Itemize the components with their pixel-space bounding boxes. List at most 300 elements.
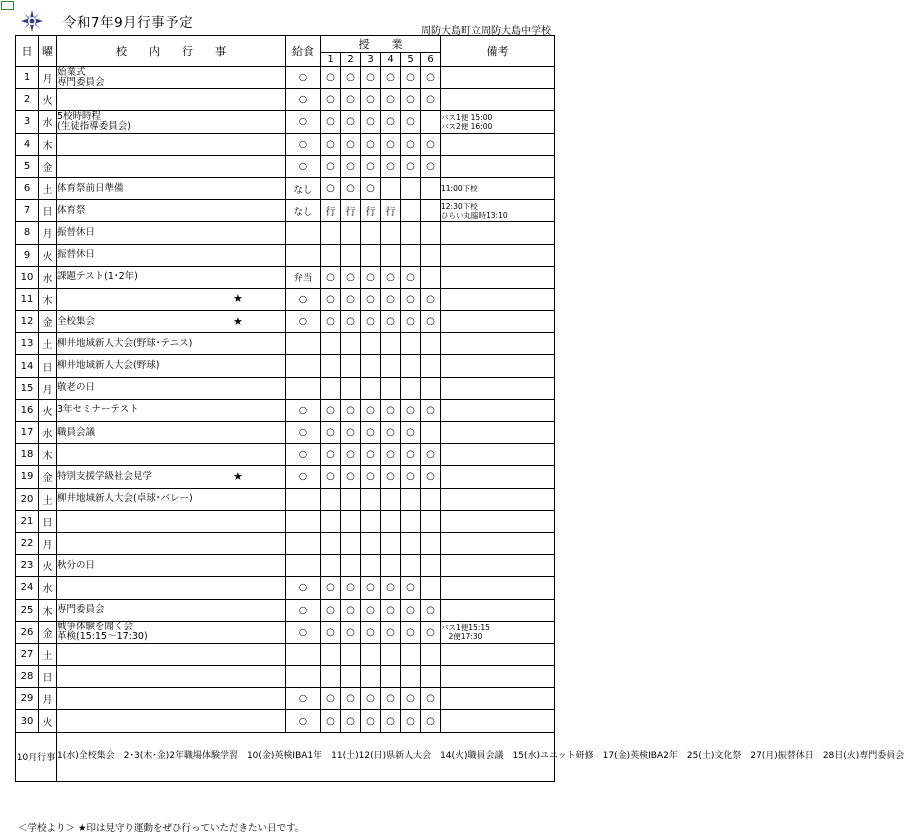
- weekday-cell: 火: [39, 710, 57, 732]
- schedule-row: [16, 666, 555, 688]
- period-cell: ○: [381, 688, 401, 710]
- period-cell: [341, 377, 361, 399]
- period-cell: ○: [381, 288, 401, 310]
- weekday-cell: 土: [39, 488, 57, 510]
- period-cell: ○: [361, 710, 381, 732]
- date-cell: 27: [16, 643, 39, 665]
- period-cell: [421, 177, 441, 199]
- event-text: 秋分の日: [57, 559, 96, 571]
- date-cell: 29: [16, 688, 39, 710]
- period-cell: [421, 333, 441, 355]
- note-cell: [441, 111, 555, 133]
- period-cell: [401, 222, 421, 244]
- date-cell: 26: [16, 621, 39, 643]
- lunch-cell: ○: [286, 133, 321, 155]
- lunch-cell: ○: [286, 621, 321, 643]
- footer-note: ＜学校より＞ ★印は見守り運動をぜひ行っていただきたい日です。: [18, 823, 305, 834]
- weekday-cell: 火: [39, 244, 57, 266]
- period-cell: [401, 488, 421, 510]
- period-cell: ○: [341, 399, 361, 421]
- period-cell: ○: [381, 399, 401, 421]
- event-text: 柳井地域新人大会(野球･テニス): [57, 337, 193, 349]
- period-cell: ○: [401, 710, 421, 732]
- period-cell: ○: [361, 399, 381, 421]
- period-cell: [381, 643, 401, 665]
- weekday-cell: 水: [39, 422, 57, 444]
- date-cell: 25: [16, 599, 39, 621]
- period-cell: ○: [361, 311, 381, 333]
- period-cell: [421, 532, 441, 554]
- period-cell: [381, 222, 401, 244]
- lunch-cell: [286, 555, 321, 577]
- lunch-cell: [286, 643, 321, 665]
- period-cell: ○: [321, 399, 341, 421]
- schedule-row: [16, 621, 555, 643]
- weekday-cell: 火: [39, 555, 57, 577]
- lunch-cell: ○: [286, 111, 321, 133]
- weekday-cell: 木: [39, 133, 57, 155]
- event-cell: [57, 200, 286, 222]
- lunch-cell: [286, 244, 321, 266]
- event-cell: [57, 222, 286, 244]
- note-text: 2便17:30: [441, 632, 483, 642]
- header-event: 校 内 行 事: [57, 36, 286, 67]
- lunch-cell: [286, 510, 321, 532]
- period-cell: [321, 488, 341, 510]
- event-cell: [57, 577, 286, 599]
- star-icon: ★: [233, 292, 243, 306]
- period-cell: [321, 532, 341, 554]
- school-emblem-icon: [21, 10, 43, 32]
- period-cell: ○: [321, 133, 341, 155]
- date-cell: 9: [16, 244, 39, 266]
- schedule-row: [16, 599, 555, 621]
- event-cell: [57, 67, 286, 89]
- date-cell: 6: [16, 177, 39, 199]
- lunch-cell: ○: [286, 155, 321, 177]
- event-text: 敬老の日: [57, 382, 96, 394]
- period-cell: ○: [421, 444, 441, 466]
- period-cell: [341, 244, 361, 266]
- period-cell: ○: [321, 710, 341, 732]
- note-cell: [441, 466, 555, 488]
- october-events: 1(水)全校集会 2･3(木･金)2年職場体験学習 10(金)英検IBA1年 11(土)12(日)県新人大会 14(火)職員会議 15(水)ユニット研修 17(金)英検IBA2年 25(土)文化祭 27(月)振替休日 28日(火)専門委員会: [57, 732, 555, 781]
- date-cell: 4: [16, 133, 39, 155]
- event-cell: [57, 111, 286, 133]
- header-day: 曜: [39, 36, 57, 67]
- event-text: (生徒指導委員会): [57, 120, 131, 132]
- weekday-cell: 日: [39, 355, 57, 377]
- period-cell: ○: [341, 288, 361, 310]
- event-text: 課題テスト(1･2年): [57, 271, 138, 283]
- schedule-row: [16, 200, 555, 222]
- event-text: 専門委員会: [57, 76, 105, 88]
- period-cell: ○: [381, 599, 401, 621]
- event-cell: [57, 621, 286, 643]
- weekday-cell: 木: [39, 444, 57, 466]
- period-cell: ○: [341, 577, 361, 599]
- period-cell: [341, 666, 361, 688]
- note-cell: [441, 621, 555, 643]
- lunch-cell: [286, 222, 321, 244]
- period-cell: ○: [401, 399, 421, 421]
- weekday-cell: 月: [39, 222, 57, 244]
- period-cell: ○: [361, 89, 381, 111]
- period-cell: [361, 643, 381, 665]
- schedule-row: [16, 422, 555, 444]
- period-cell: ○: [361, 577, 381, 599]
- period-cell: ○: [381, 67, 401, 89]
- header-period: 4: [381, 53, 401, 67]
- note-cell: [441, 710, 555, 732]
- event-text: 特別支援学級社会見学: [57, 470, 153, 482]
- period-cell: ○: [341, 422, 361, 444]
- period-cell: ○: [321, 466, 341, 488]
- period-cell: ○: [321, 266, 341, 288]
- period-cell: ○: [381, 444, 401, 466]
- note-cell: [441, 666, 555, 688]
- period-cell: [381, 488, 401, 510]
- period-cell: ○: [341, 688, 361, 710]
- period-cell: ○: [361, 133, 381, 155]
- schedule-row: [16, 355, 555, 377]
- weekday-cell: 水: [39, 266, 57, 288]
- event-cell: [57, 666, 286, 688]
- event-cell: [57, 177, 286, 199]
- event-text: 柳井地域新人大会(卓球･バレー): [57, 493, 193, 505]
- period-cell: ○: [401, 133, 421, 155]
- schedule-table: [15, 35, 904, 782]
- date-cell: 2: [16, 89, 39, 111]
- event-cell: [57, 89, 286, 111]
- schedule-row: [16, 67, 555, 89]
- period-cell: ○: [381, 155, 401, 177]
- event-text: 体育祭前日準備: [57, 182, 124, 194]
- period-cell: [381, 333, 401, 355]
- date-cell: 16: [16, 399, 39, 421]
- lunch-cell: [286, 488, 321, 510]
- lunch-cell: ○: [286, 466, 321, 488]
- period-cell: [421, 111, 441, 133]
- period-cell: ○: [361, 288, 381, 310]
- period-cell: ○: [321, 155, 341, 177]
- weekday-cell: 火: [39, 89, 57, 111]
- period-cell: [381, 244, 401, 266]
- date-cell: 15: [16, 377, 39, 399]
- header-period: 2: [341, 53, 361, 67]
- period-cell: [341, 333, 361, 355]
- period-cell: [421, 488, 441, 510]
- period-cell: ○: [381, 89, 401, 111]
- period-cell: [361, 333, 381, 355]
- period-cell: ○: [401, 311, 421, 333]
- date-cell: 22: [16, 532, 39, 554]
- weekday-cell: 金: [39, 466, 57, 488]
- note-text: 12:30下校: [441, 201, 478, 211]
- period-cell: [321, 377, 341, 399]
- weekday-cell: 月: [39, 67, 57, 89]
- period-cell: ○: [421, 466, 441, 488]
- period-cell: ○: [341, 67, 361, 89]
- weekday-cell: 木: [39, 599, 57, 621]
- schedule-row: [16, 111, 555, 133]
- note-cell: [441, 399, 555, 421]
- period-cell: ○: [381, 311, 401, 333]
- period-cell: ○: [421, 89, 441, 111]
- lunch-cell: ○: [286, 577, 321, 599]
- weekday-cell: 日: [39, 666, 57, 688]
- period-cell: [321, 244, 341, 266]
- period-cell: ○: [381, 266, 401, 288]
- schedule-row: [16, 311, 555, 333]
- period-cell: ○: [321, 422, 341, 444]
- lunch-cell: ○: [286, 67, 321, 89]
- period-cell: ○: [421, 288, 441, 310]
- event-cell: [57, 333, 286, 355]
- event-text: 5校時時程: [57, 110, 102, 122]
- date-cell: 17: [16, 422, 39, 444]
- period-cell: [421, 510, 441, 532]
- period-cell: [321, 666, 341, 688]
- period-cell: ○: [361, 177, 381, 199]
- period-cell: [381, 177, 401, 199]
- weekday-cell: 金: [39, 311, 57, 333]
- period-cell: [381, 377, 401, 399]
- date-cell: 8: [16, 222, 39, 244]
- period-cell: ○: [341, 599, 361, 621]
- period-cell: ○: [361, 599, 381, 621]
- lunch-cell: なし: [286, 200, 321, 222]
- note-cell: [441, 377, 555, 399]
- date-cell: 19: [16, 466, 39, 488]
- period-cell: ○: [401, 89, 421, 111]
- event-cell: [57, 599, 286, 621]
- period-cell: ○: [401, 155, 421, 177]
- date-cell: 28: [16, 666, 39, 688]
- event-text: 体育祭: [57, 204, 86, 216]
- period-cell: ○: [321, 621, 341, 643]
- period-cell: [341, 532, 361, 554]
- period-cell: [381, 510, 401, 532]
- period-cell: [421, 666, 441, 688]
- period-cell: ○: [341, 710, 361, 732]
- event-cell: [57, 288, 286, 310]
- october-label: 10月行事: [16, 732, 57, 781]
- note-cell: [441, 555, 555, 577]
- note-text: バス1便 15:00: [441, 112, 493, 122]
- period-cell: [361, 532, 381, 554]
- lunch-cell: ○: [286, 444, 321, 466]
- period-cell: ○: [341, 89, 361, 111]
- lunch-cell: ○: [286, 688, 321, 710]
- date-cell: 18: [16, 444, 39, 466]
- date-cell: 7: [16, 200, 39, 222]
- period-cell: 行: [361, 200, 381, 222]
- schedule-row: [16, 177, 555, 199]
- period-cell: ○: [401, 422, 421, 444]
- period-cell: [321, 643, 341, 665]
- schedule-row: [16, 577, 555, 599]
- event-text: 職員会議: [57, 426, 96, 438]
- period-cell: ○: [421, 599, 441, 621]
- schedule-row: [16, 399, 555, 421]
- star-icon: ★: [233, 469, 243, 483]
- period-cell: [361, 222, 381, 244]
- header-date: 日: [16, 36, 39, 67]
- schedule-row: [16, 688, 555, 710]
- period-cell: ○: [341, 311, 361, 333]
- header-notes: 備考: [441, 36, 555, 67]
- note-cell: [441, 67, 555, 89]
- period-cell: ○: [341, 177, 361, 199]
- schedule-body: [16, 67, 555, 733]
- event-text: 始業式: [57, 66, 86, 78]
- period-cell: [401, 643, 421, 665]
- period-cell: [421, 643, 441, 665]
- note-text: バス2便 16:00: [441, 121, 493, 131]
- period-cell: ○: [401, 67, 421, 89]
- period-cell: ○: [401, 266, 421, 288]
- period-cell: ○: [401, 577, 421, 599]
- event-cell: [57, 355, 286, 377]
- period-cell: ○: [341, 621, 361, 643]
- event-cell: [57, 266, 286, 288]
- lunch-cell: ○: [286, 710, 321, 732]
- note-cell: [441, 444, 555, 466]
- period-cell: [401, 532, 421, 554]
- period-cell: ○: [341, 111, 361, 133]
- event-cell: [57, 643, 286, 665]
- note-cell: [441, 333, 555, 355]
- period-cell: ○: [401, 599, 421, 621]
- header-classes: 授 業: [321, 36, 441, 53]
- event-cell: [57, 488, 286, 510]
- event-cell: [57, 510, 286, 532]
- schedule-row: [16, 288, 555, 310]
- event-cell: [57, 532, 286, 554]
- period-cell: ○: [421, 621, 441, 643]
- period-cell: ○: [401, 688, 421, 710]
- period-cell: [321, 510, 341, 532]
- lunch-cell: ○: [286, 288, 321, 310]
- period-cell: ○: [421, 155, 441, 177]
- note-cell: [441, 244, 555, 266]
- schedule-row: [16, 555, 555, 577]
- event-cell: [57, 555, 286, 577]
- period-cell: ○: [361, 155, 381, 177]
- date-cell: 23: [16, 555, 39, 577]
- period-cell: [381, 532, 401, 554]
- period-cell: ○: [321, 111, 341, 133]
- weekday-cell: 土: [39, 643, 57, 665]
- period-cell: [341, 222, 361, 244]
- schedule-row: [16, 155, 555, 177]
- schedule-row: [16, 466, 555, 488]
- note-cell: [441, 311, 555, 333]
- period-cell: [341, 555, 361, 577]
- event-text: 戦争体験を聞く会: [57, 621, 134, 633]
- period-cell: [401, 510, 421, 532]
- lunch-cell: ○: [286, 422, 321, 444]
- period-cell: [401, 377, 421, 399]
- schedule-row: [16, 488, 555, 510]
- weekday-cell: 土: [39, 177, 57, 199]
- date-cell: 30: [16, 710, 39, 732]
- period-cell: ○: [321, 599, 341, 621]
- period-cell: ○: [381, 133, 401, 155]
- period-cell: ○: [361, 621, 381, 643]
- period-cell: [341, 488, 361, 510]
- period-cell: ○: [321, 177, 341, 199]
- event-text: 革検(15:15～17:30): [57, 631, 148, 643]
- schedule-row: [16, 532, 555, 554]
- period-cell: [421, 377, 441, 399]
- period-cell: [421, 244, 441, 266]
- period-cell: ○: [401, 466, 421, 488]
- note-cell: [441, 577, 555, 599]
- weekday-cell: 火: [39, 399, 57, 421]
- period-cell: [321, 555, 341, 577]
- period-cell: ○: [321, 688, 341, 710]
- page-title: 令和7年9月行事予定: [63, 15, 194, 31]
- period-cell: ○: [321, 444, 341, 466]
- period-cell: ○: [381, 621, 401, 643]
- weekday-cell: 水: [39, 577, 57, 599]
- period-cell: ○: [401, 621, 421, 643]
- date-cell: 21: [16, 510, 39, 532]
- period-cell: ○: [421, 710, 441, 732]
- period-cell: ○: [361, 67, 381, 89]
- period-cell: ○: [381, 422, 401, 444]
- note-text: ひらい丸臨時13:10: [441, 210, 508, 220]
- period-cell: [401, 555, 421, 577]
- period-cell: [361, 244, 381, 266]
- lunch-cell: ○: [286, 399, 321, 421]
- header-period: 6: [421, 53, 441, 67]
- period-cell: ○: [401, 288, 421, 310]
- period-cell: 行: [381, 200, 401, 222]
- weekday-cell: 金: [39, 155, 57, 177]
- header-lunch: 給食: [286, 36, 321, 67]
- period-cell: ○: [321, 67, 341, 89]
- weekday-cell: 日: [39, 200, 57, 222]
- period-cell: 行: [321, 200, 341, 222]
- period-cell: [381, 555, 401, 577]
- note-cell: [441, 422, 555, 444]
- period-cell: ○: [401, 111, 421, 133]
- period-cell: ○: [341, 444, 361, 466]
- period-cell: ○: [381, 577, 401, 599]
- event-text: 全校集会: [57, 315, 96, 327]
- weekday-cell: 金: [39, 621, 57, 643]
- period-cell: ○: [321, 288, 341, 310]
- period-cell: ○: [361, 466, 381, 488]
- period-cell: [361, 488, 381, 510]
- event-cell: [57, 133, 286, 155]
- note-cell: [441, 155, 555, 177]
- event-cell: [57, 466, 286, 488]
- period-cell: ○: [341, 133, 361, 155]
- period-cell: ○: [381, 710, 401, 732]
- period-cell: [361, 510, 381, 532]
- star-icon: ★: [233, 314, 243, 328]
- lunch-cell: [286, 377, 321, 399]
- date-cell: 10: [16, 266, 39, 288]
- period-cell: [401, 177, 421, 199]
- date-cell: 12: [16, 311, 39, 333]
- event-cell: [57, 710, 286, 732]
- october-row: [16, 732, 555, 781]
